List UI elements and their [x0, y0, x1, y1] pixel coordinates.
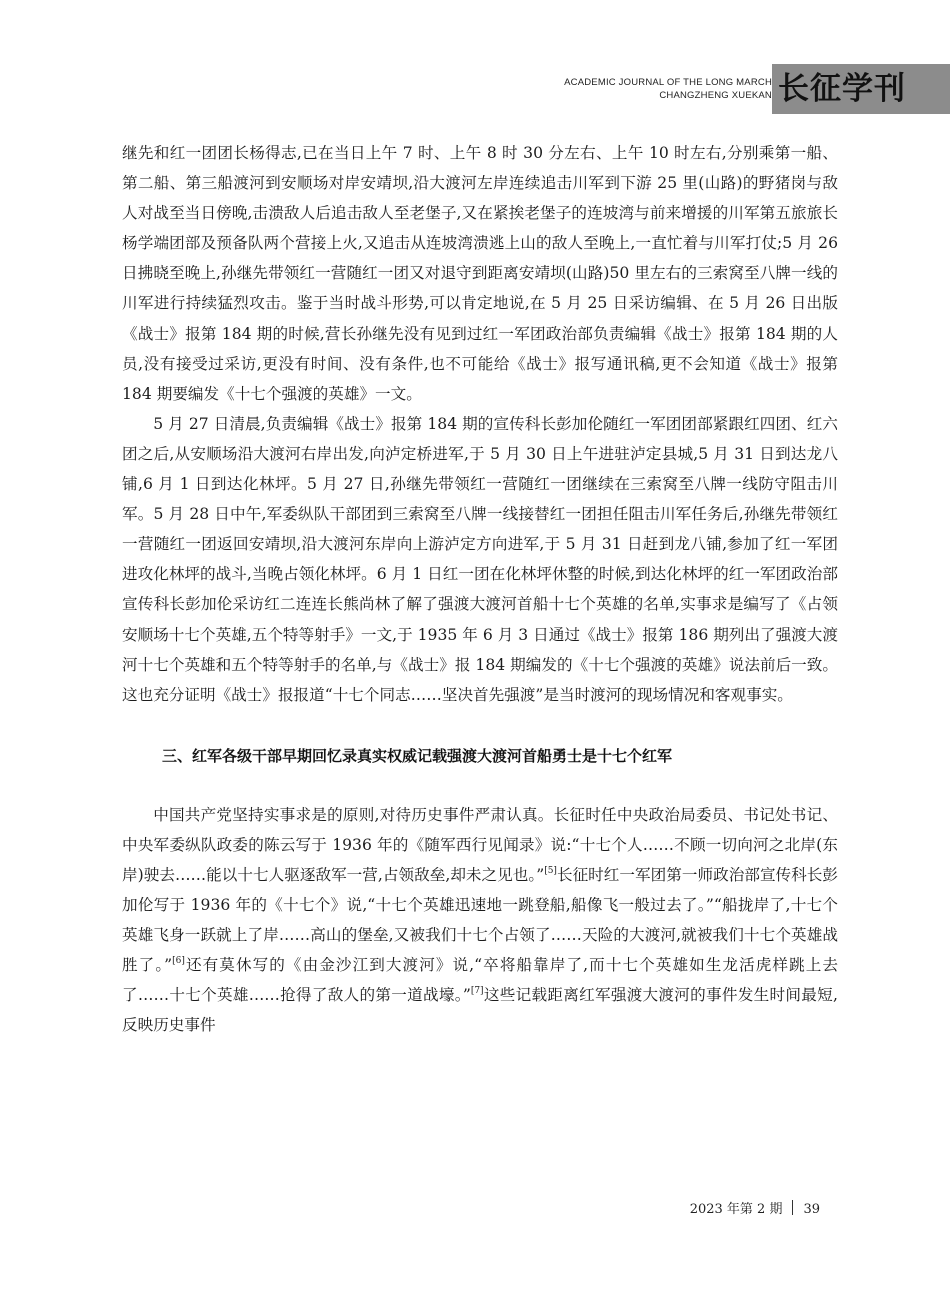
paragraph-3-part-b: 长征时红一军团第一师政治部宣传科长彭加伦写于 1936 年的《十七个》说,“十七个英雄迅速地一跳登船,船像飞一般过去了。”“船拢岸了,十七个英雄飞身一跃就上了岸……高山的堡垒,又被我们十七个占领了……天险的大渡河,就被我们十七个英雄战胜了。”	[122, 865, 838, 975]
body-paragraph-2: 5 月 27 日清晨,负责编辑《战士》报第 184 期的宣传科长彭加伦随红一军团团部紧跟红四团、红六团之后,从安顺场沿大渡河右岸出发,向泸定桥进军,于 5 月 30 日上午进驻泸定县城,5 月 31 日到达龙八铺,6 月 1 日到达化林坪。5 月 27 日,孙继先带领红一营随红一团继续在三索窝至八牌一线防守阻击川军。5 月 28 日中午,军委纵队干部团到三索窝至八牌一线接替红一团担任阻击川军任务后,孙继先带领红一营随红一团返回安靖坝,沿大渡河东岸向上游泸定方向进军,于 5 月 31 日赶到龙八铺,参加了红一军团进攻化林坪的战斗,当晚占领化林坪。6 月 1 日红一团在化林坪休整的时候,到达化林坪的红一军团政治部宣传科长彭加伦采访红二连连长熊尚林了解了强渡大渡河首船十七个英雄的名单,实事求是编写了《占领安顺场十七个英雄,五个特等射手》一文,于 1935 年 6 月 3 日通过《战士》报第 186 期列出了强渡大渡河十七个英雄和五个特等射手的名单,与《战士》报 184 期编发的《十七个强渡的英雄》说法前后一致。这也充分证明《战士》报报道“十七个同志……坚决首先强渡”是当时渡河的现场情况和客观事实。	[122, 414, 838, 704]
paragraph-3-part-c: 还有莫休写的《由金沙江到大渡河》说,“卒将船靠岸了,而十七个英雄如生龙活虎样跳上去了……十七个英雄……抢得了敌人的第一道战壕。”	[122, 956, 838, 1005]
journal-english-line2: CHANGZHENG XUEKAN	[659, 90, 772, 101]
citation-5: [5]	[544, 865, 557, 876]
body-paragraph-1: 继先和红一团团长杨得志,已在当日上午 7 时、上午 8 时 30 分左右、上午 10 时左右,分别乘第一船、第二船、第三船渡河到安顺场对岸安靖坝,沿大渡河左岸连续追击川军到下游 25 里(山路)的野猪岗与敌人对战至当日傍晚,击溃敌人后追击敌人至老堡子,又在紧挨老堡子的连坡湾与前来增援的川军第五旅旅长杨学端团部及预备队两个营接上火,又追击从连坡湾溃逃上山的敌人至晚上,一直忙着与川军打仗;5 月 26 日拂晓至晚上,孙继先带领红一营随红一团又对退守到距离安靖坝(山路)50 里左右的三索窝至八牌一线的川军进行持续猛烈攻击。鉴于当时战斗形势,可以肯定地说,在 5 月 25 日采访编辑、在 5 月 26 日出版《战士》报第 184 期的时候,营长孙继先没有见到过红一军团政治部负责编辑《战士》报第 184 期的人员,没有接受过采访,更没有时间、没有条件,也不可能给《战士》报写通讯稿,更不会知道《战士》报第 184 期要编发《十七个强渡的英雄》一文。	[122, 144, 838, 403]
paragraph-3-part-a: 中国共产党坚持实事求是的原则,对待历史事件严肃认真。长征时任中央政治局委员、书记处书记、中央军委纵队政委的陈云写于 1936 年的《随军西行见闻录》说:“十七个人……不顾一切向河之北岸(东岸)驶去……能以十七人驱逐敌军一营,占领敌垒,却未之见也。”	[122, 805, 838, 884]
page-number: 39	[803, 1202, 820, 1217]
issue-label: 2023 年第 2 期	[689, 1202, 783, 1217]
article-body	[122, 138, 838, 1041]
journal-chinese-title: 长征学刊	[778, 71, 906, 107]
journal-english-line1: ACADEMIC JOURNAL OF THE LONG MARCH	[564, 77, 772, 88]
page-footer	[690, 1198, 820, 1217]
paragraph-3-part-d: 这些记载距离红军强渡大渡河的事件发生时间最短,反映历史事件	[122, 986, 838, 1035]
body-paragraph-3	[122, 800, 838, 1041]
footer-divider	[792, 1200, 793, 1215]
citation-7: [7]	[470, 986, 484, 997]
citation-6: [6]	[172, 956, 185, 967]
running-header	[0, 64, 950, 116]
journal-english-title	[564, 76, 772, 102]
section-heading: 三、红军各级干部早期回忆录真实权威记载强渡大渡河首船勇士是十七个红军	[162, 746, 673, 765]
journal-title-bar	[772, 64, 950, 114]
